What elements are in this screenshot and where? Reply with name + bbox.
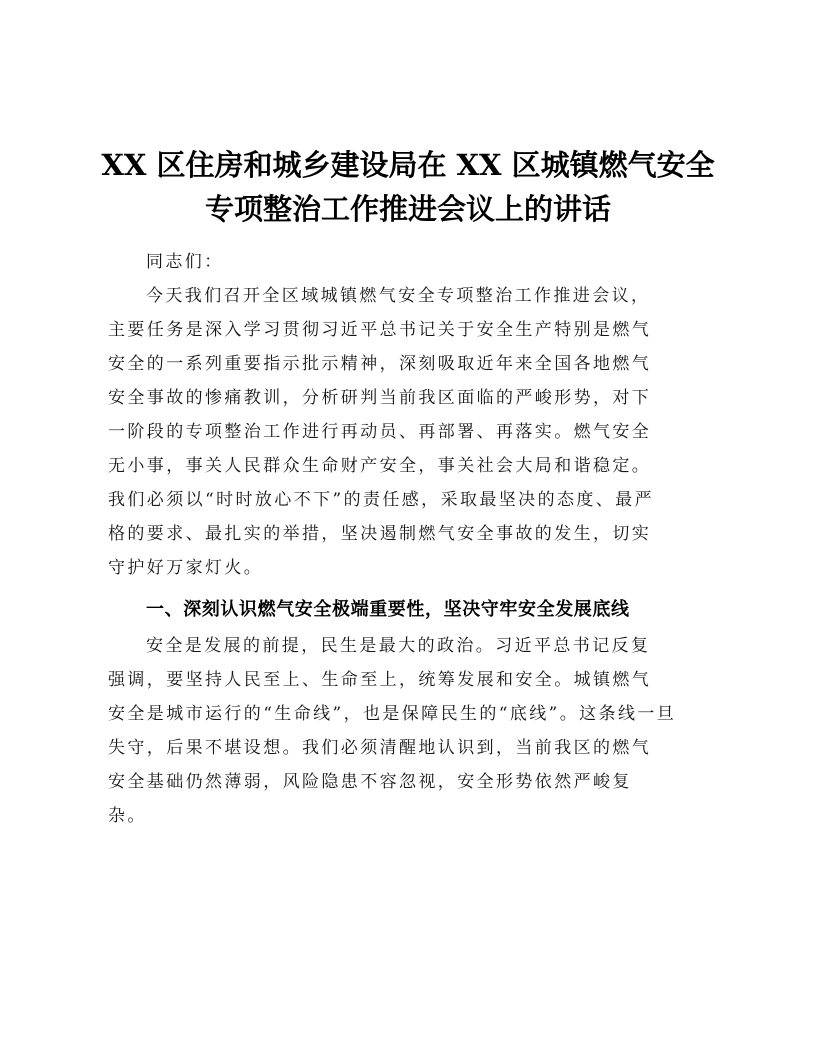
paragraph-line: 安全基础仍然薄弱，风险隐患不容忽视，安全形势依然严峻复	[108, 772, 632, 792]
paragraph-line: 无小事，事关人民群众生命财产安全，事关社会大局和谐稳定。	[108, 456, 652, 476]
paragraph-line: 今天我们召开全区域城镇燃气安全专项整治工作推进会议，	[146, 286, 651, 306]
title-line-1: XX 区住房和城乡建设局在 XX 区城镇燃气安全	[101, 148, 715, 182]
paragraph-line: 强调，要坚持人民至上、生命至上，统筹发展和安全。城镇燃气	[108, 670, 652, 690]
greeting-text: 同志们：	[146, 252, 224, 272]
section-heading-1: 一、深刻认识燃气安全极端重要性，坚决守牢安全发展底线	[146, 599, 630, 620]
paragraph-line: 安全的一系列重要指示批示精神，深刻吸取近年来全国各地燃气	[108, 354, 652, 374]
paragraph-line: 安全是城市运行的“生命线”，也是保障民生的“底线”。这条线一旦	[108, 704, 677, 724]
paragraph-section-1	[108, 629, 708, 833]
paragraph-line: 主要任务是深入学习贯彻习近平总书记关于安全生产特别是燃气	[108, 320, 652, 340]
paragraph-line: 安全事故的惨痛教训，分析研判当前我区面临的严峻形势，对下	[108, 388, 652, 408]
paragraph-line: 失守，后果不堪设想。我们必须清醒地认识到，当前我区的燃气	[108, 738, 652, 758]
paragraph-line: 安全是发展的前提，民生是最大的政治。习近平总书记反复	[146, 636, 651, 656]
paragraph-intro	[108, 279, 708, 585]
greeting	[108, 245, 708, 279]
paragraph-line: 我们必须以“时时放心不下”的责任感，采取最坚决的态度、最严	[108, 490, 654, 510]
paragraph-line: 守护好万家灯火。	[108, 558, 264, 578]
paragraph-line: 格的要求、最扎实的举措，坚决遏制燃气安全事故的发生，切实	[108, 524, 652, 544]
paragraph-line: 一阶段的专项整治工作进行再动员、再部署、再落实。燃气安全	[108, 422, 652, 442]
title-line-2: 专项整治工作推进会议上的讲话	[204, 192, 611, 226]
document-title	[100, 143, 716, 231]
paragraph-line: 杂。	[108, 806, 147, 826]
document-body	[108, 245, 708, 833]
